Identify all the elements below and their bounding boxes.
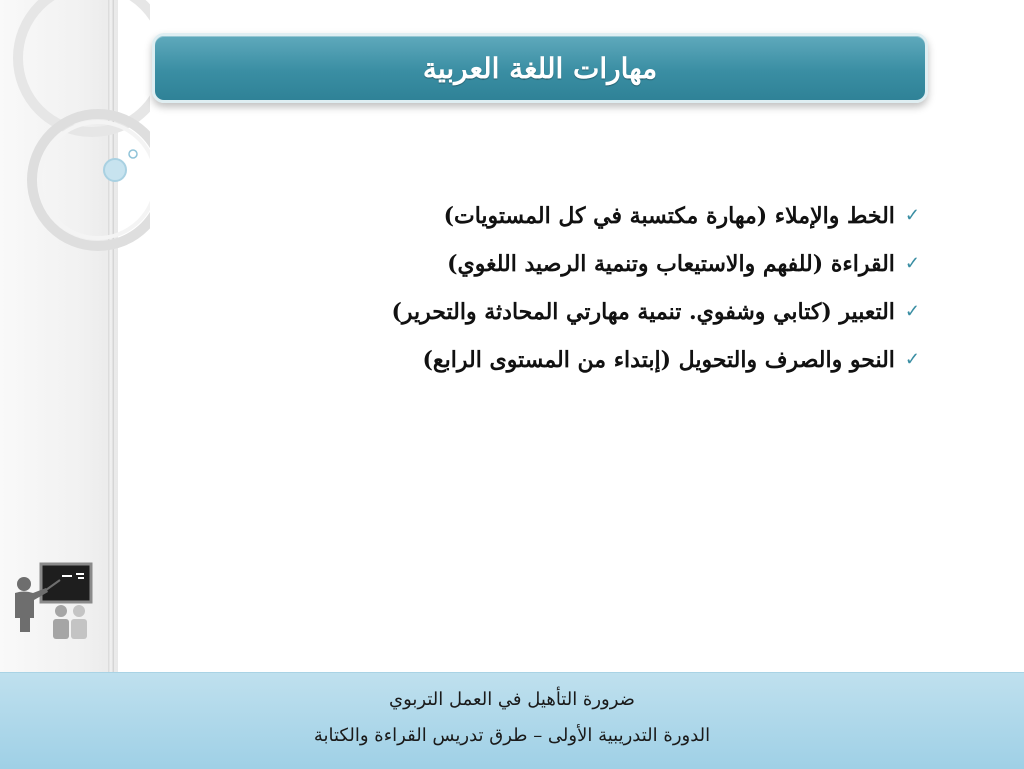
- title-bar: [152, 33, 928, 103]
- checkmark-icon: ✓: [904, 301, 920, 322]
- checkmark-icon: ✓: [904, 253, 920, 274]
- teacher-at-board-icon: [8, 562, 98, 646]
- deco-dot-small: [129, 150, 137, 158]
- bullet-text: النحو والصرف والتحويل (إبتداء من المستوى الرابع): [422, 347, 895, 373]
- checkmark-icon: ✓: [904, 205, 920, 226]
- checkmark-icon: ✓: [904, 349, 920, 370]
- student-head: [73, 605, 85, 617]
- list-item: [280, 192, 920, 240]
- list-item: [280, 240, 920, 288]
- decorative-circles: [0, 0, 150, 260]
- bullet-text: القراءة (للفهم والاستيعاب وتنمية الرصيد اللغوي): [447, 251, 895, 277]
- slide-title: مهارات اللغة العربية: [422, 51, 658, 85]
- student-head: [55, 605, 67, 617]
- teacher-head: [17, 577, 31, 591]
- footer-course-title: الدورة التدريبية الأولى – طرق تدريس القراءة والكتابة: [313, 725, 711, 746]
- student-body: [53, 619, 69, 639]
- teacher-body: [15, 588, 48, 632]
- bullet-list: [280, 192, 920, 384]
- footer-bar: [0, 672, 1024, 769]
- list-item: [280, 336, 920, 384]
- deco-ring-inner: [40, 122, 150, 238]
- student-body: [71, 619, 87, 639]
- blackboard-shape: [41, 564, 91, 602]
- bullet-text: التعبير (كتابي وشفوي. تنمية مهارتي المحادثة والتحرير): [391, 299, 895, 325]
- deco-dot-large: [104, 159, 126, 181]
- footer-subtitle: ضرورة التأهيل في العمل التربوي: [389, 689, 635, 710]
- list-item: [280, 288, 920, 336]
- bullet-text: الخط والإملاء (مهارة مكتسبة في كل المستويات): [443, 203, 895, 229]
